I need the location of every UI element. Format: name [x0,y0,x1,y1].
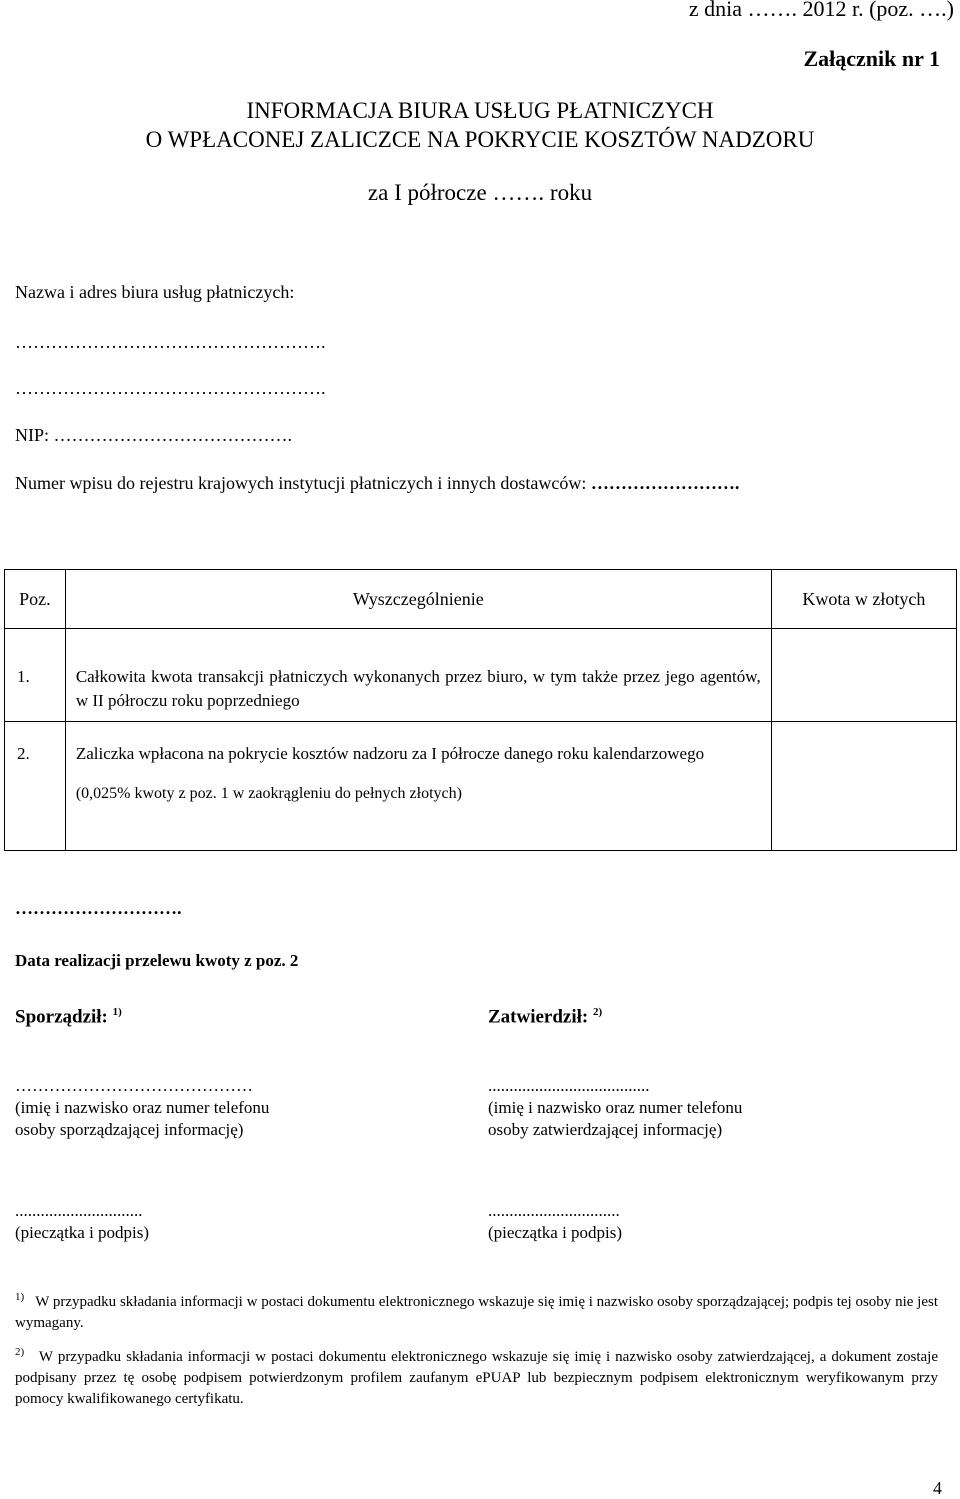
page-number: 4 [933,1478,942,1498]
prepared-desc-line2: osoby sporządzającej informację) [15,1120,244,1139]
transfer-date-dots: ………………………. [15,898,182,918]
office-name-line2: ……………………………………………. [15,378,326,398]
prepared-stamp-label: (pieczątka i podpis) [15,1223,150,1242]
register-number-dots: ……………………. [590,473,740,493]
approved-stamp-label: (pieczątka i podpis) [488,1223,623,1242]
header-amount: Kwota w złotych [771,570,956,629]
prepared-footnote-ref: 1) [112,1006,122,1018]
row-description: Całkowita kwota transakcji płatniczych wykonanych przez biuro, w tym także przez jego agentów, w II półroczu roku poprzedniego [75,667,761,710]
footnote-ref: 2) [15,1346,25,1358]
table-header-row [5,570,957,629]
office-name-label: Nazwa i adres biura usług płatniczych: [15,282,295,302]
row-note: (0,025% kwoty z poz. 1 w zaokrągleniu do pełnych złotych) [75,785,462,802]
document-title-line2: O WPŁACONEJ ZALICZCE NA POKRYCIE KOSZTÓW NADZORU [145,127,815,152]
summary-table [4,569,957,851]
transfer-date-label: Data realizacji przelewu kwoty z poz. 2 [15,951,299,970]
row-description: Zaliczka wpłacona na pokrycie kosztów nadzoru za I półrocze danego roku kalendarzowego [75,744,705,763]
approved-footnote-ref: 2) [593,1006,603,1018]
document-title-line1: INFORMACJA BIURA USŁUG PŁATNICZYCH [246,98,714,123]
reporting-period: za I półrocze ……. roku [367,180,593,205]
annex-label: Załącznik nr 1 [803,46,940,71]
prepared-name-dots: …………………………………… [15,1076,253,1095]
prepared-stamp-dots: .............................. [15,1201,143,1220]
row-amount-cell [771,722,956,851]
approved-name-dots: ...................................... [488,1076,650,1095]
office-name-line1: ……………………………………………. [15,332,326,352]
approved-stamp-dots: ............................... [488,1201,620,1220]
header-date-line: z dnia ……. 2012 r. (poz. ….) [688,0,954,21]
prepared-by-label: Sporządził: $^{1)}$ [15,1006,122,1028]
approved-desc-line1: (imię i nazwisko oraz numer telefonu [488,1098,743,1117]
footnote-1 [15,1287,938,1334]
header-position: Poz. [5,570,66,629]
footnote-2 [15,1342,938,1410]
row-amount-cell [771,629,956,722]
table-row [5,629,957,722]
footnote-ref: 1) [15,1291,25,1303]
approved-by-label: Zatwierdził: $^{2)}$ [488,1006,603,1028]
approved-desc-line2: osoby zatwierdzającej informację) [488,1120,723,1139]
prepared-desc-line1: (imię i nazwisko oraz numer telefonu [15,1098,270,1117]
table-row [5,722,957,851]
register-number-field [15,473,739,494]
footnote-text: W przypadku składania informacji w postaci dokumentu elektronicznego wskazuje się imię i nazwisko osoby zatwierdzającej, a dokument zostaje podpisany przez tę osobę podpisem potwierdzonym profilem zaufanym ePUAP lub bezpiecznym podpisem elektronicznym weryfikowanym przy pomocy kwalifikowanego certyfikatu. [15,1349,939,1407]
register-number-label: Numer wpisu do rejestru krajowych instytucji płatniczych i innych dostawców: [15,473,587,493]
row-number: 1. [17,667,30,686]
footnote-text: W przypadku składania informacji w postaci dokumentu elektronicznego wskazuje się imię i nazwisko osoby sporządzającej; podpis tej osoby nie jest wymagany. [15,1294,938,1331]
row-number: 2. [17,744,30,763]
nip-field: NIP: …………………………………. [15,425,293,445]
header-description: Wyszczególnienie [65,570,771,629]
